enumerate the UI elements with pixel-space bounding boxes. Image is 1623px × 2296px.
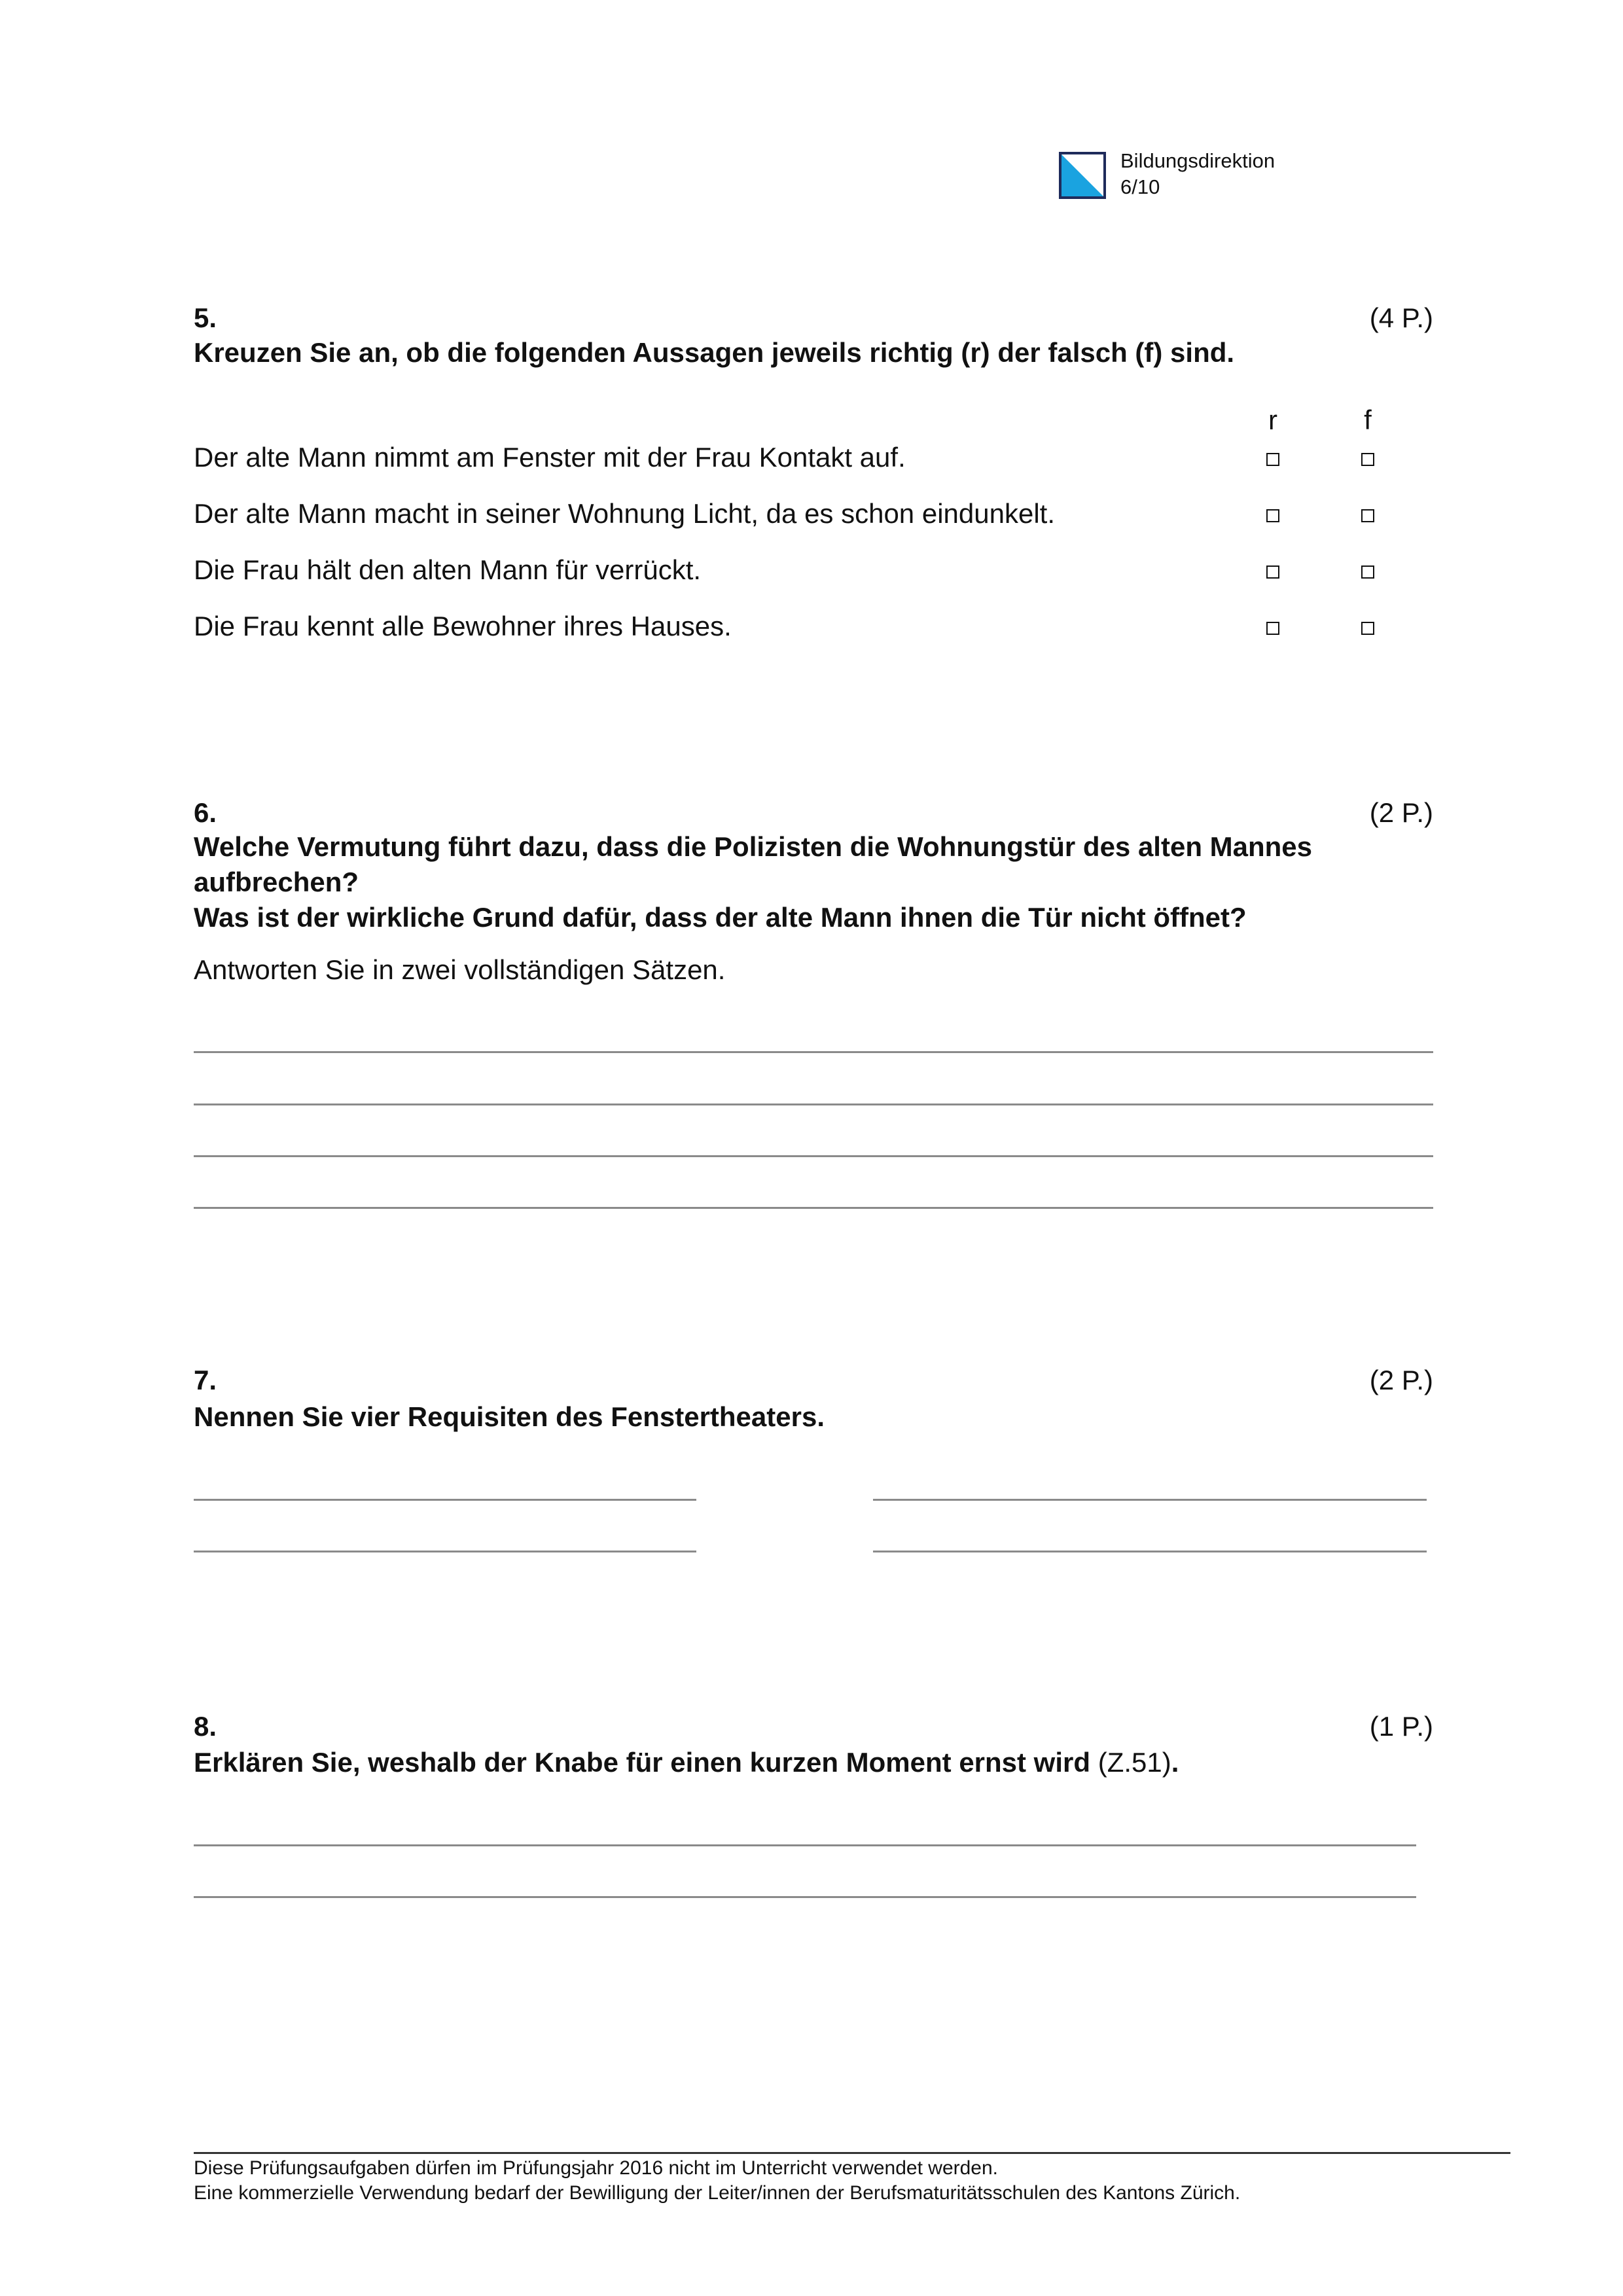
canton-logo-icon [1059,152,1106,199]
header-org: Bildungsdirektion [1120,149,1275,172]
q7-answer-line-4[interactable] [873,1551,1427,1552]
q8-points: (1 P.) [1369,1711,1433,1742]
q6-prompt-line3: Was ist der wirkliche Grund dafür, dass der alte Mann ihnen die Tür nicht öffnet? [194,902,1247,933]
q6-instruction: Antworten Sie in zwei vollständigen Sätzen. [194,954,726,985]
q6-answer-line-2[interactable] [194,1103,1433,1105]
q7-answer-line-3[interactable] [194,1551,696,1552]
q6-prompt-line2: aufbrechen? [194,867,359,897]
q6-answer-line-3[interactable] [194,1155,1433,1157]
q5-col-r-label: r [1268,404,1277,435]
q5-statement-4: Die Frau kennt alle Bewohner ihres Hauses. [194,611,732,641]
q5-statement-1-f-checkbox[interactable] [1361,453,1374,466]
q5-statement-2: Der alte Mann macht in seiner Wohnung Licht, da es schon eindunkelt. [194,498,1055,529]
q5-statement-1-r-checkbox[interactable] [1266,453,1279,466]
q8-answer-line-1[interactable] [194,1844,1416,1846]
q5-statement-2-r-checkbox[interactable] [1266,509,1279,522]
q8-answer-line-2[interactable] [194,1896,1416,1898]
q6-number: 6. [194,797,217,828]
q8-number: 8. [194,1711,217,1742]
q7-number: 7. [194,1365,217,1395]
q5-statement-3: Die Frau hält den alten Mann für verrückt. [194,554,702,585]
footer-line-1: Diese Prüfungsaufgaben dürfen im Prüfungsjahr 2016 nicht im Unterricht verwendet werden. [194,2157,999,2179]
q5-col-f-label: f [1364,404,1372,435]
q5-statement-4-f-checkbox[interactable] [1361,622,1374,635]
q5-statement-2-f-checkbox[interactable] [1361,509,1374,522]
footer-line-2: Eine kommerzielle Verwendung bedarf der Bewilligung der Leiter/innen der Berufsmaturitätsschulen des Kantons Zürich. [194,2182,1241,2204]
q8-prompt-text: Erklären Sie, weshalb der Knabe für einen kurzen Moment ernst wird [194,1747,1091,1778]
q8-line-reference: (Z.51) [1097,1747,1171,1778]
footer-divider [194,2152,1510,2154]
q5-statement-1: Der alte Mann nimmt am Fenster mit der Frau Kontakt auf. [194,442,906,473]
q6-answer-line-1[interactable] [194,1051,1433,1053]
q6-answer-line-4[interactable] [194,1207,1433,1209]
q5-points: (4 P.) [1369,302,1433,333]
q5-number: 5. [194,302,217,333]
q6-prompt-line1: Welche Vermutung führt dazu, dass die Polizisten die Wohnungstür des alten Mannes [194,831,1313,862]
q5-prompt: Kreuzen Sie an, ob die folgenden Aussagen jeweils richtig (r) der falsch (f) sind. [194,337,1235,368]
q5-statement-3-f-checkbox[interactable] [1361,565,1374,579]
q8-prompt-end: . [1171,1747,1179,1778]
q5-statement-3-r-checkbox[interactable] [1266,565,1279,579]
q6-points: (2 P.) [1369,797,1433,828]
q7-prompt: Nennen Sie vier Requisiten des Fenstertheaters. [194,1401,825,1432]
q7-answer-line-2[interactable] [873,1499,1427,1501]
q5-statement-4-r-checkbox[interactable] [1266,622,1279,635]
q7-answer-line-1[interactable] [194,1499,696,1501]
q8-prompt [194,1745,1179,1780]
header-page-number: 6/10 [1120,175,1160,198]
q7-points: (2 P.) [1369,1365,1433,1395]
